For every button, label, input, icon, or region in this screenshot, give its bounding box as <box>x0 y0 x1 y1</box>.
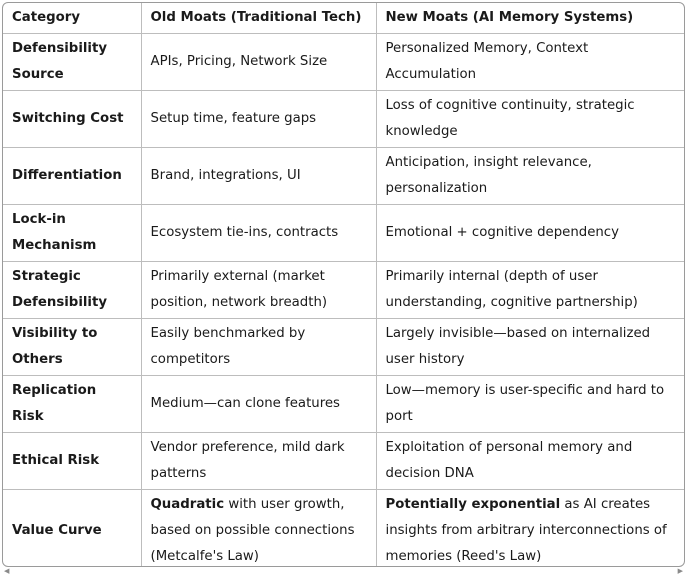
table-row <box>3 34 684 91</box>
table-row <box>3 490 684 568</box>
row-old-moat: Vendor preference, mild dark patterns <box>141 433 376 490</box>
row-category: Lock-in Mechanism <box>3 205 141 262</box>
row-old-moat: Easily benchmarked by competitors <box>141 319 376 376</box>
row-old-moat: Setup time, feature gaps <box>141 91 376 148</box>
row-old-moat: Primarily external (market position, network breadth) <box>141 262 376 319</box>
row-old-moat: Brand, integrations, UI <box>141 148 376 205</box>
row-old-moat: Ecosystem tie-ins, contracts <box>141 205 376 262</box>
scroll-left-icon[interactable]: ◀ <box>4 567 10 575</box>
table-row <box>3 433 684 490</box>
new-value-curve-emphasis: Potentially exponential <box>385 497 561 512</box>
row-category: Ethical Risk <box>3 433 141 490</box>
moats-comparison-table <box>3 3 684 567</box>
row-new-moat: Anticipation, insight relevance, personalization <box>376 148 684 205</box>
row-new-moat: Personalized Memory, Context Accumulation <box>376 34 684 91</box>
new-value-curve-text: as AI creates insights from arbitrary interconnections of memories (Reed's Law) <box>385 497 667 564</box>
old-value-curve-text: with user growth, based on possible connections (Metcalfe's Law) <box>150 497 355 564</box>
row-new-moat: Loss of cognitive continuity, strategic knowledge <box>376 91 684 148</box>
row-new-moat: Emotional + cognitive dependency <box>376 205 684 262</box>
row-category: Differentiation <box>3 148 141 205</box>
row-category: Value Curve <box>3 490 141 568</box>
table-row <box>3 205 684 262</box>
header-category: Category <box>3 3 141 34</box>
row-new-moat: Low—memory is user-specific and hard to port <box>376 376 684 433</box>
comparison-table-container <box>2 2 685 567</box>
row-old-moat: APIs, Pricing, Network Size <box>141 34 376 91</box>
header-old-moats: Old Moats (Traditional Tech) <box>141 3 376 34</box>
table-row <box>3 148 684 205</box>
table-row <box>3 91 684 148</box>
row-old-moat <box>141 490 376 568</box>
row-new-moat: Largely invisible—based on internalized user history <box>376 319 684 376</box>
horizontal-scrollbar[interactable] <box>2 566 685 576</box>
row-new-moat: Exploitation of personal memory and decision DNA <box>376 433 684 490</box>
old-value-curve-emphasis: Quadratic <box>150 497 225 512</box>
row-new-moat <box>376 490 684 568</box>
table-row <box>3 376 684 433</box>
row-old-moat: Medium—can clone features <box>141 376 376 433</box>
scroll-right-icon[interactable]: ▶ <box>677 567 683 575</box>
header-new-moats: New Moats (AI Memory Systems) <box>376 3 684 34</box>
row-category: Replication Risk <box>3 376 141 433</box>
header-row <box>3 3 684 34</box>
row-new-moat: Primarily internal (depth of user understanding, cognitive partnership) <box>376 262 684 319</box>
row-category: Visibility to Others <box>3 319 141 376</box>
row-category: Switching Cost <box>3 91 141 148</box>
table-row <box>3 262 684 319</box>
row-category: Strategic Defensibility <box>3 262 141 319</box>
row-category: Defensibility Source <box>3 34 141 91</box>
table-row <box>3 319 684 376</box>
